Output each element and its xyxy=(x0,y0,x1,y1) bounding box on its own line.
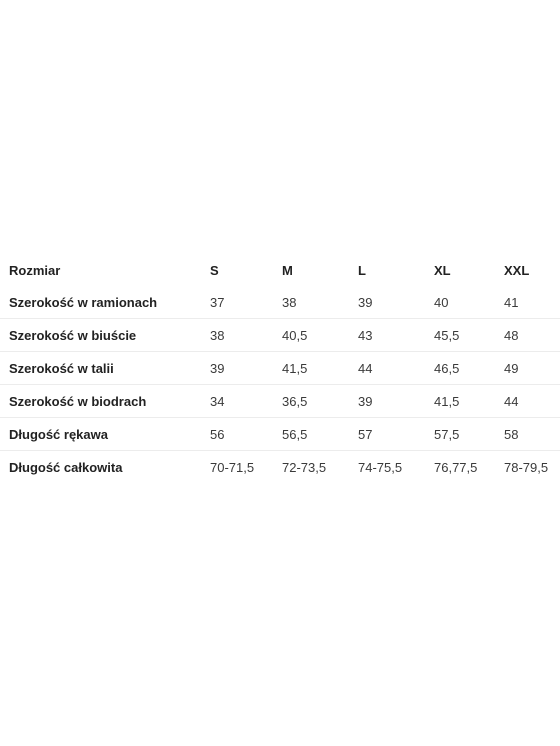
row-label: Szerokość w biuście xyxy=(0,319,210,352)
size-chart-table xyxy=(0,254,560,483)
table-cell: 57,5 xyxy=(434,418,504,451)
row-label: Szerokość w talii xyxy=(0,352,210,385)
row-label: Szerokość w biodrach xyxy=(0,385,210,418)
header-cell-xl: XL xyxy=(434,262,451,278)
table-cell: 41,5 xyxy=(434,385,504,418)
table-cell: 41 xyxy=(504,286,560,319)
table-cell: 38 xyxy=(282,286,358,319)
header-cell-xxl: XXL xyxy=(504,262,530,278)
header-cell-s: S xyxy=(210,262,219,278)
table-cell: 70-71,5 xyxy=(210,459,255,475)
table-cell: 78-79,5 xyxy=(504,459,549,475)
table-cell: 39 xyxy=(358,286,434,319)
table-row xyxy=(0,385,560,418)
table-cell: 46,5 xyxy=(434,352,504,385)
table-row xyxy=(0,286,560,319)
table-cell: 44 xyxy=(358,352,434,385)
table-cell: 56 xyxy=(210,418,282,451)
table-cell: 36,5 xyxy=(282,385,358,418)
table-cell: 40,5 xyxy=(282,319,358,352)
row-label: Długość całkowita xyxy=(9,459,123,475)
table-cell: 41,5 xyxy=(282,352,358,385)
table-cell: 74-75,5 xyxy=(358,459,403,475)
table-cell: 58 xyxy=(504,418,560,451)
table-cell: 57 xyxy=(358,418,434,451)
table-cell: 56,5 xyxy=(282,418,358,451)
header-cell-l: L xyxy=(358,262,366,278)
row-label: Długość rękawa xyxy=(0,418,210,451)
table-row xyxy=(0,451,560,484)
row-label: Szerokość w ramionach xyxy=(0,286,210,319)
header-cell-size: Rozmiar xyxy=(9,262,61,278)
table-cell: 40 xyxy=(434,286,504,319)
table-cell: 39 xyxy=(358,385,434,418)
table-cell: 37 xyxy=(210,286,282,319)
table-cell: 72-73,5 xyxy=(282,459,327,475)
table-row xyxy=(0,418,560,451)
table-cell: 34 xyxy=(210,385,282,418)
table-header-row xyxy=(0,254,560,286)
table-cell: 48 xyxy=(504,319,560,352)
table-cell: 44 xyxy=(504,385,560,418)
table-row xyxy=(0,352,560,385)
table-cell: 45,5 xyxy=(434,319,504,352)
table-row xyxy=(0,319,560,352)
table-cell: 43 xyxy=(358,319,434,352)
table-cell: 39 xyxy=(210,352,282,385)
table-cell: 49 xyxy=(504,352,560,385)
header-cell-m: M xyxy=(282,262,293,278)
table-cell: 38 xyxy=(210,319,282,352)
table-cell: 76,77,5 xyxy=(434,459,478,475)
